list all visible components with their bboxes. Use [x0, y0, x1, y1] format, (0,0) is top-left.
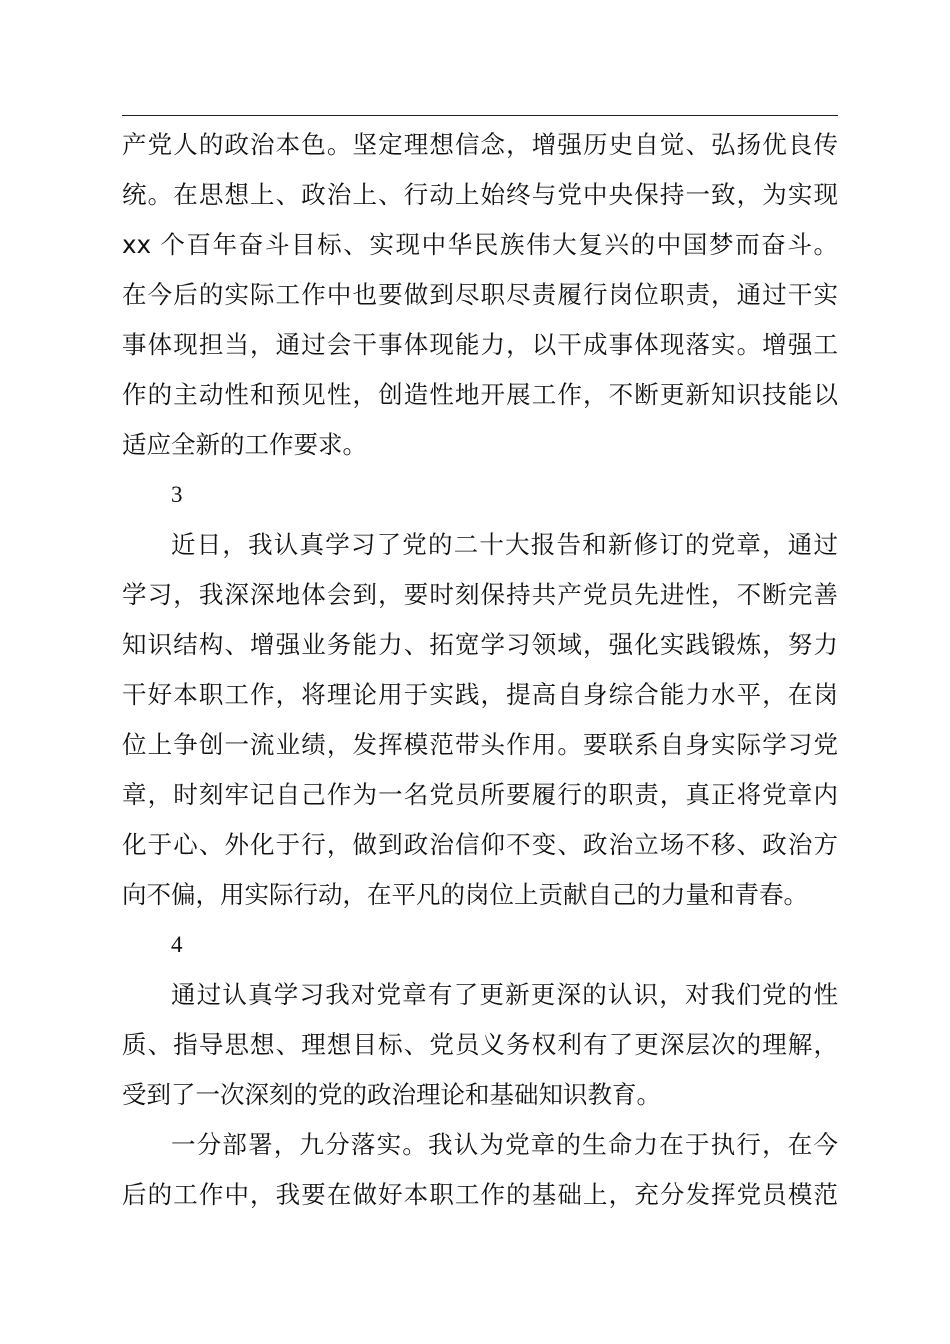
text-line: 质、指导思想、理想目标、党员义务权利有了更深层次的理解，: [122, 1030, 838, 1059]
text-line: 作的主动性和预见性，创造性地开展工作，不断更新知识技能以: [122, 380, 838, 409]
text-line: 知识结构、增强业务能力、拓宽学习领域，强化实践锻炼，努力: [122, 630, 838, 659]
text-line: 受到了一次深刻的党的政治理论和基础知识教育。: [122, 1080, 661, 1109]
section-number: 4: [171, 932, 183, 957]
text-line: 统。在思想上、政治上、行动上始终与党中央保持一致，为实现: [122, 180, 838, 209]
text-line: 在今后的实际工作中也要做到尽职尽责履行岗位职责，通过干实: [122, 280, 838, 309]
paragraph-first-line: 通过认真学习我对党章有了更新更深的认识，对我们党的性: [171, 980, 838, 1009]
text-line: 章，时刻牢记自己作为一名党员所要履行的职责，真正将党章内: [122, 780, 838, 809]
text-line: 后的工作中，我要在做好本职工作的基础上，充分发挥党员模范: [122, 1180, 838, 1209]
text-line: 位上争创一流业绩，发挥模范带头作用。要联系自身实际学习党: [122, 730, 838, 759]
header-rule: [122, 115, 838, 116]
text-line: 干好本职工作，将理论用于实践，提高自身综合能力水平，在岗: [122, 680, 838, 709]
paragraph-first-line: 一分部署，九分落实。我认为党章的生命力在于执行，在今: [171, 1130, 838, 1159]
document-body: [122, 120, 838, 1220]
paragraph-first-line: 近日，我认真学习了党的二十大报告和新修订的党章，通过: [171, 530, 838, 559]
text-line: 化于心、外化于行，做到政治信仰不变、政治立场不移、政治方: [122, 830, 838, 859]
text-line: 向不偏，用实际行动，在平凡的岗位上贡献自己的力量和青春。: [122, 880, 808, 909]
text-line: 适应全新的工作要求。: [122, 430, 367, 459]
text-line: xx 个百年奋斗目标、实现中华民族伟大复兴的中国梦而奋斗。: [122, 230, 838, 259]
text-line: 事体现担当，通过会干事体现能力，以干成事体现落实。增强工: [122, 330, 838, 359]
section-number: 3: [171, 482, 183, 507]
text-line: 学习，我深深地体会到，要时刻保持共产党员先进性，不断完善: [122, 580, 838, 609]
text-line: 产党人的政治本色。坚定理想信念，增强历史自觉、弘扬优良传: [122, 130, 838, 159]
